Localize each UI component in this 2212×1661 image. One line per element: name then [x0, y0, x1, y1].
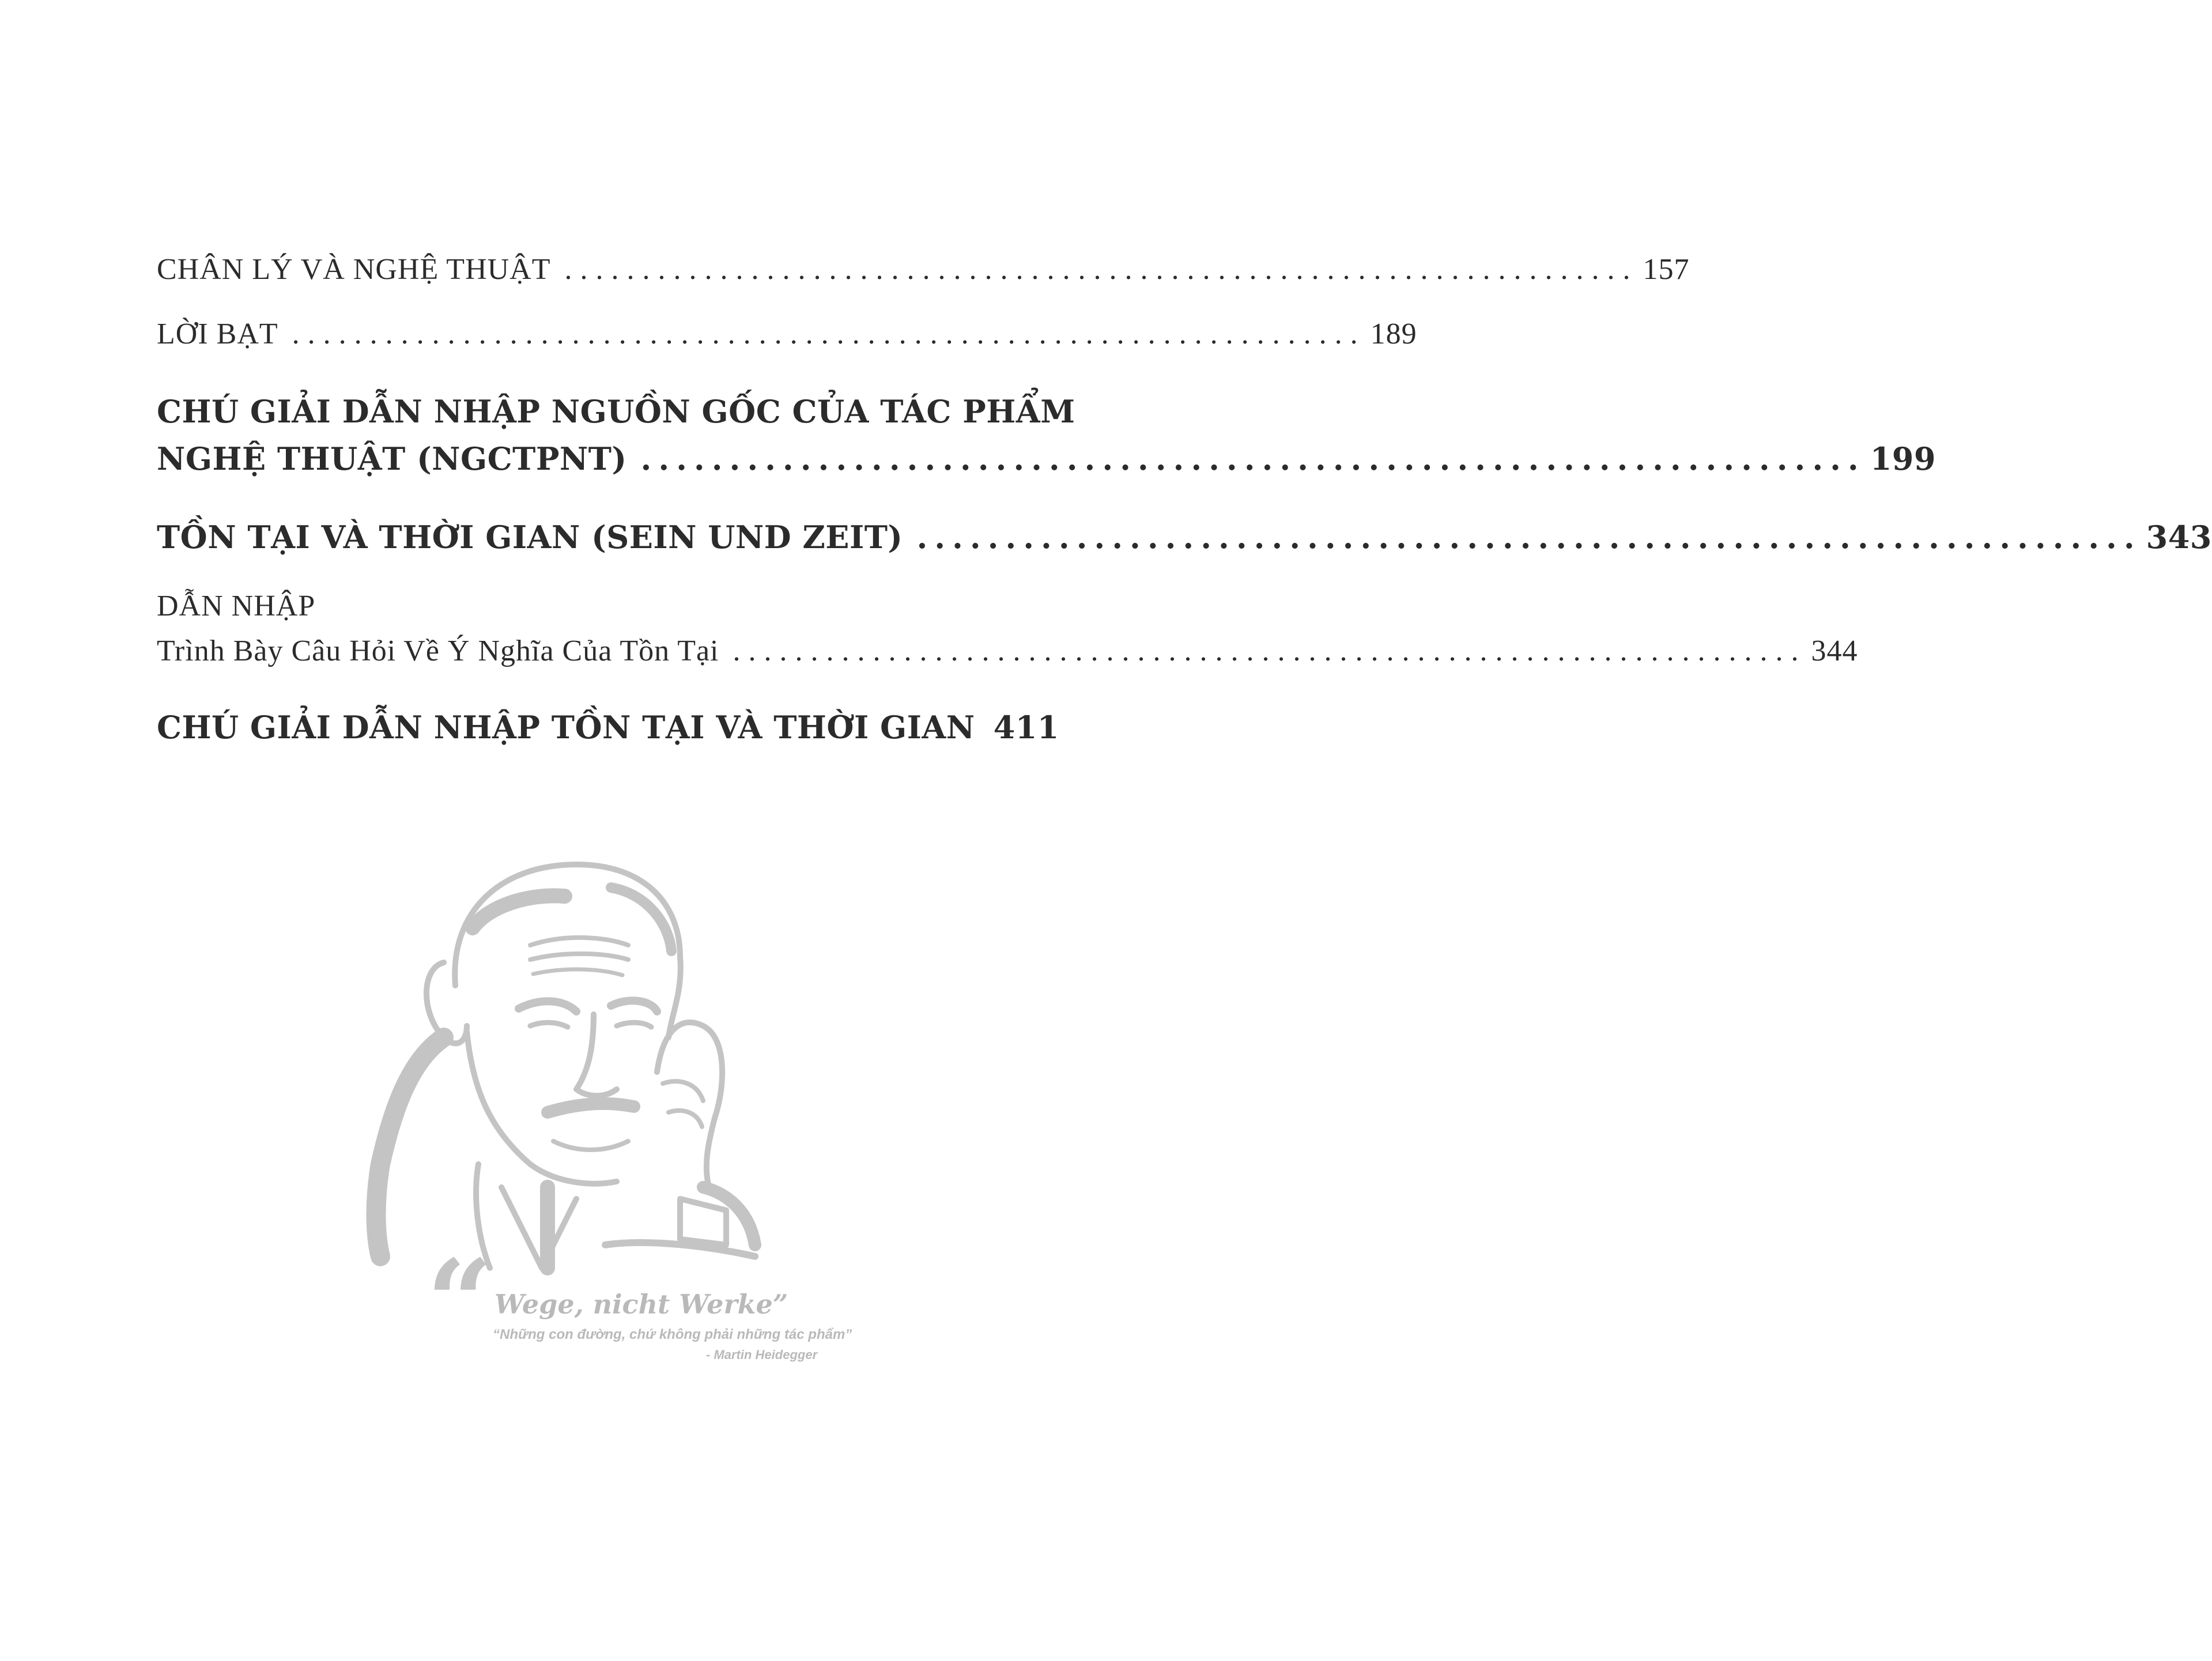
toc-entry[interactable] [157, 519, 2212, 556]
toc-entry-page: 157 [1643, 253, 1690, 286]
section-heading: DẪN NHẬP [157, 590, 316, 622]
toc-entry-title: TỒN TẠI VÀ THỜI GIAN (SEIN UND ZEIT) [157, 519, 903, 556]
quote-block [426, 1235, 852, 1383]
dot-leader: ..................................................................... [916, 519, 2142, 556]
toc-entry[interactable] [157, 317, 1417, 351]
toc-entry-title-continued: NGHỆ THUẬT (NGCTPNT) [157, 440, 627, 477]
toc-entry[interactable] [157, 634, 1858, 668]
toc-entry-title: LỜI BẠT [157, 318, 278, 350]
quote-text: Wege, nicht Werke” [495, 1289, 788, 1320]
dot-leader: ..................................................................... [640, 440, 1866, 477]
toc-entry-title: Trình Bày Câu Hỏi Về Ý Nghĩa Của Tồn Tại [157, 635, 719, 667]
quote-translation: “Những con đường, chứ không phải những tác phẩm” [493, 1327, 852, 1342]
toc-entry[interactable] [157, 252, 1690, 286]
toc-entry-title: CHÚ GIẢI DẪN NHẬP NGUỒN GỐC CỦA TÁC PHẨM [157, 393, 1075, 430]
toc-entry-page: 343 [2146, 519, 2212, 556]
dot-leader: ..................................................................... [733, 635, 1807, 667]
dot-leader: ..................................................................... [564, 253, 1639, 286]
toc-entry-title: CHÂN LÝ VÀ NGHỆ THUẬT [157, 253, 551, 286]
toc-entry-page: 199 [1870, 440, 1936, 477]
quotation-mark-icon: “ [426, 1235, 493, 1370]
toc-entry[interactable] [157, 709, 1059, 746]
toc-entry-page: 411 [993, 709, 1059, 746]
quote-author: - Martin Heidegger [706, 1347, 818, 1362]
toc-entry-title: CHÚ GIẢI DẪN NHẬP TỒN TẠI VÀ THỜI GIAN [157, 709, 975, 746]
heidegger-portrait-illustration [357, 841, 795, 1279]
toc-entry-page: 189 [1370, 318, 1417, 350]
dot-leader: ..................................................................... [292, 318, 1366, 350]
toc-entry-page: 344 [1811, 635, 1858, 667]
